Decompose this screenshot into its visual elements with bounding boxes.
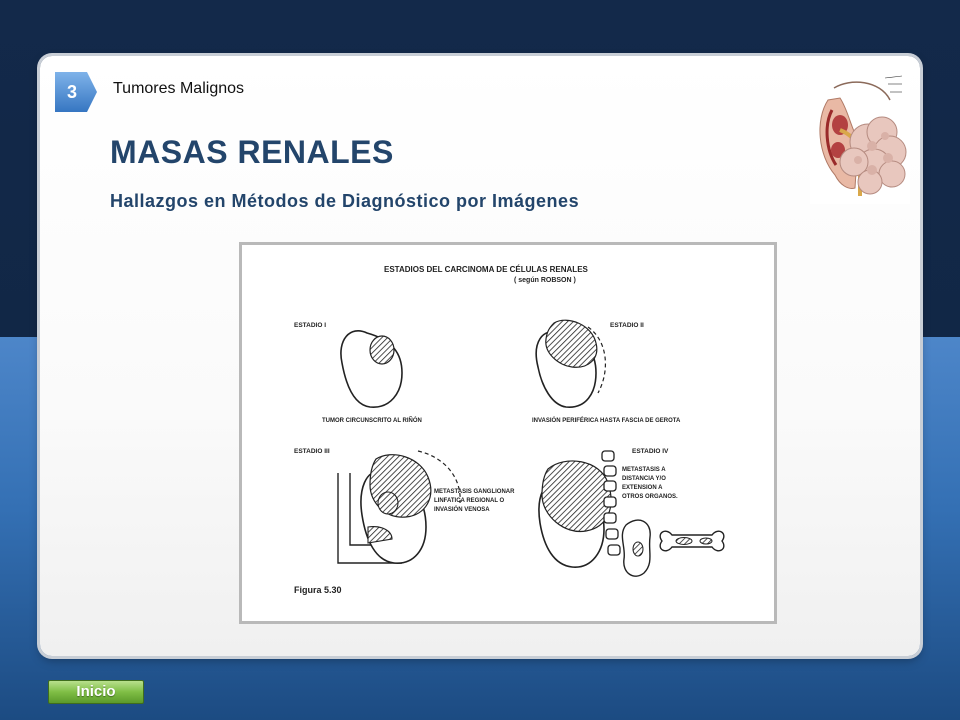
stage2-caption: INVASIÓN PERIFÉRICA HASTA FASCIA DE GEROTA: [532, 418, 681, 424]
home-button[interactable]: Inicio: [48, 680, 144, 704]
staging-figure: [239, 242, 777, 624]
stage3-caption-line1: METASTASIS GANGLIONAR: [434, 489, 515, 495]
stage1-label: ESTADIO I: [294, 322, 327, 329]
section-title: Tumores Malignos: [113, 80, 245, 97]
stage4-label: ESTADIO IV: [632, 448, 669, 455]
stage3-caption-line3: INVASIÓN VENOSA: [434, 507, 490, 513]
figure-number: Figura 5.30: [294, 585, 342, 595]
stage1-caption: TUMOR CIRCUNSCRITO AL RIÑÓN: [322, 418, 422, 424]
stage4-caption-line2: DISTANCIA Y/O: [622, 476, 666, 482]
stage4-caption-line3: EXTENSION A: [622, 485, 663, 491]
page-subtitle: Hallazgos en Métodos de Diagnóstico por Imágenes: [110, 191, 580, 211]
page-title: MASAS RENALES: [110, 134, 394, 170]
figure-subheading: ( según ROBSON ): [514, 277, 576, 284]
stage4-caption-line1: METASTASIS A: [622, 467, 666, 473]
stage2-label: ESTADIO II: [610, 322, 644, 329]
stage3-label: ESTADIO III: [294, 448, 330, 455]
step-number: 3: [66, 82, 77, 102]
stage1-tumor: [370, 336, 394, 364]
stage4-vertebrae: [602, 451, 620, 555]
stage4-caption-line4: OTROS ORGANOS.: [622, 494, 678, 500]
kidney-tumor-illustration: [810, 70, 910, 204]
figure-heading: ESTADIOS DEL CARCINOMA DE CÉLULAS RENALES: [384, 265, 588, 274]
stage3-caption-line2: LINFATICA REGIONAL O: [434, 498, 505, 504]
